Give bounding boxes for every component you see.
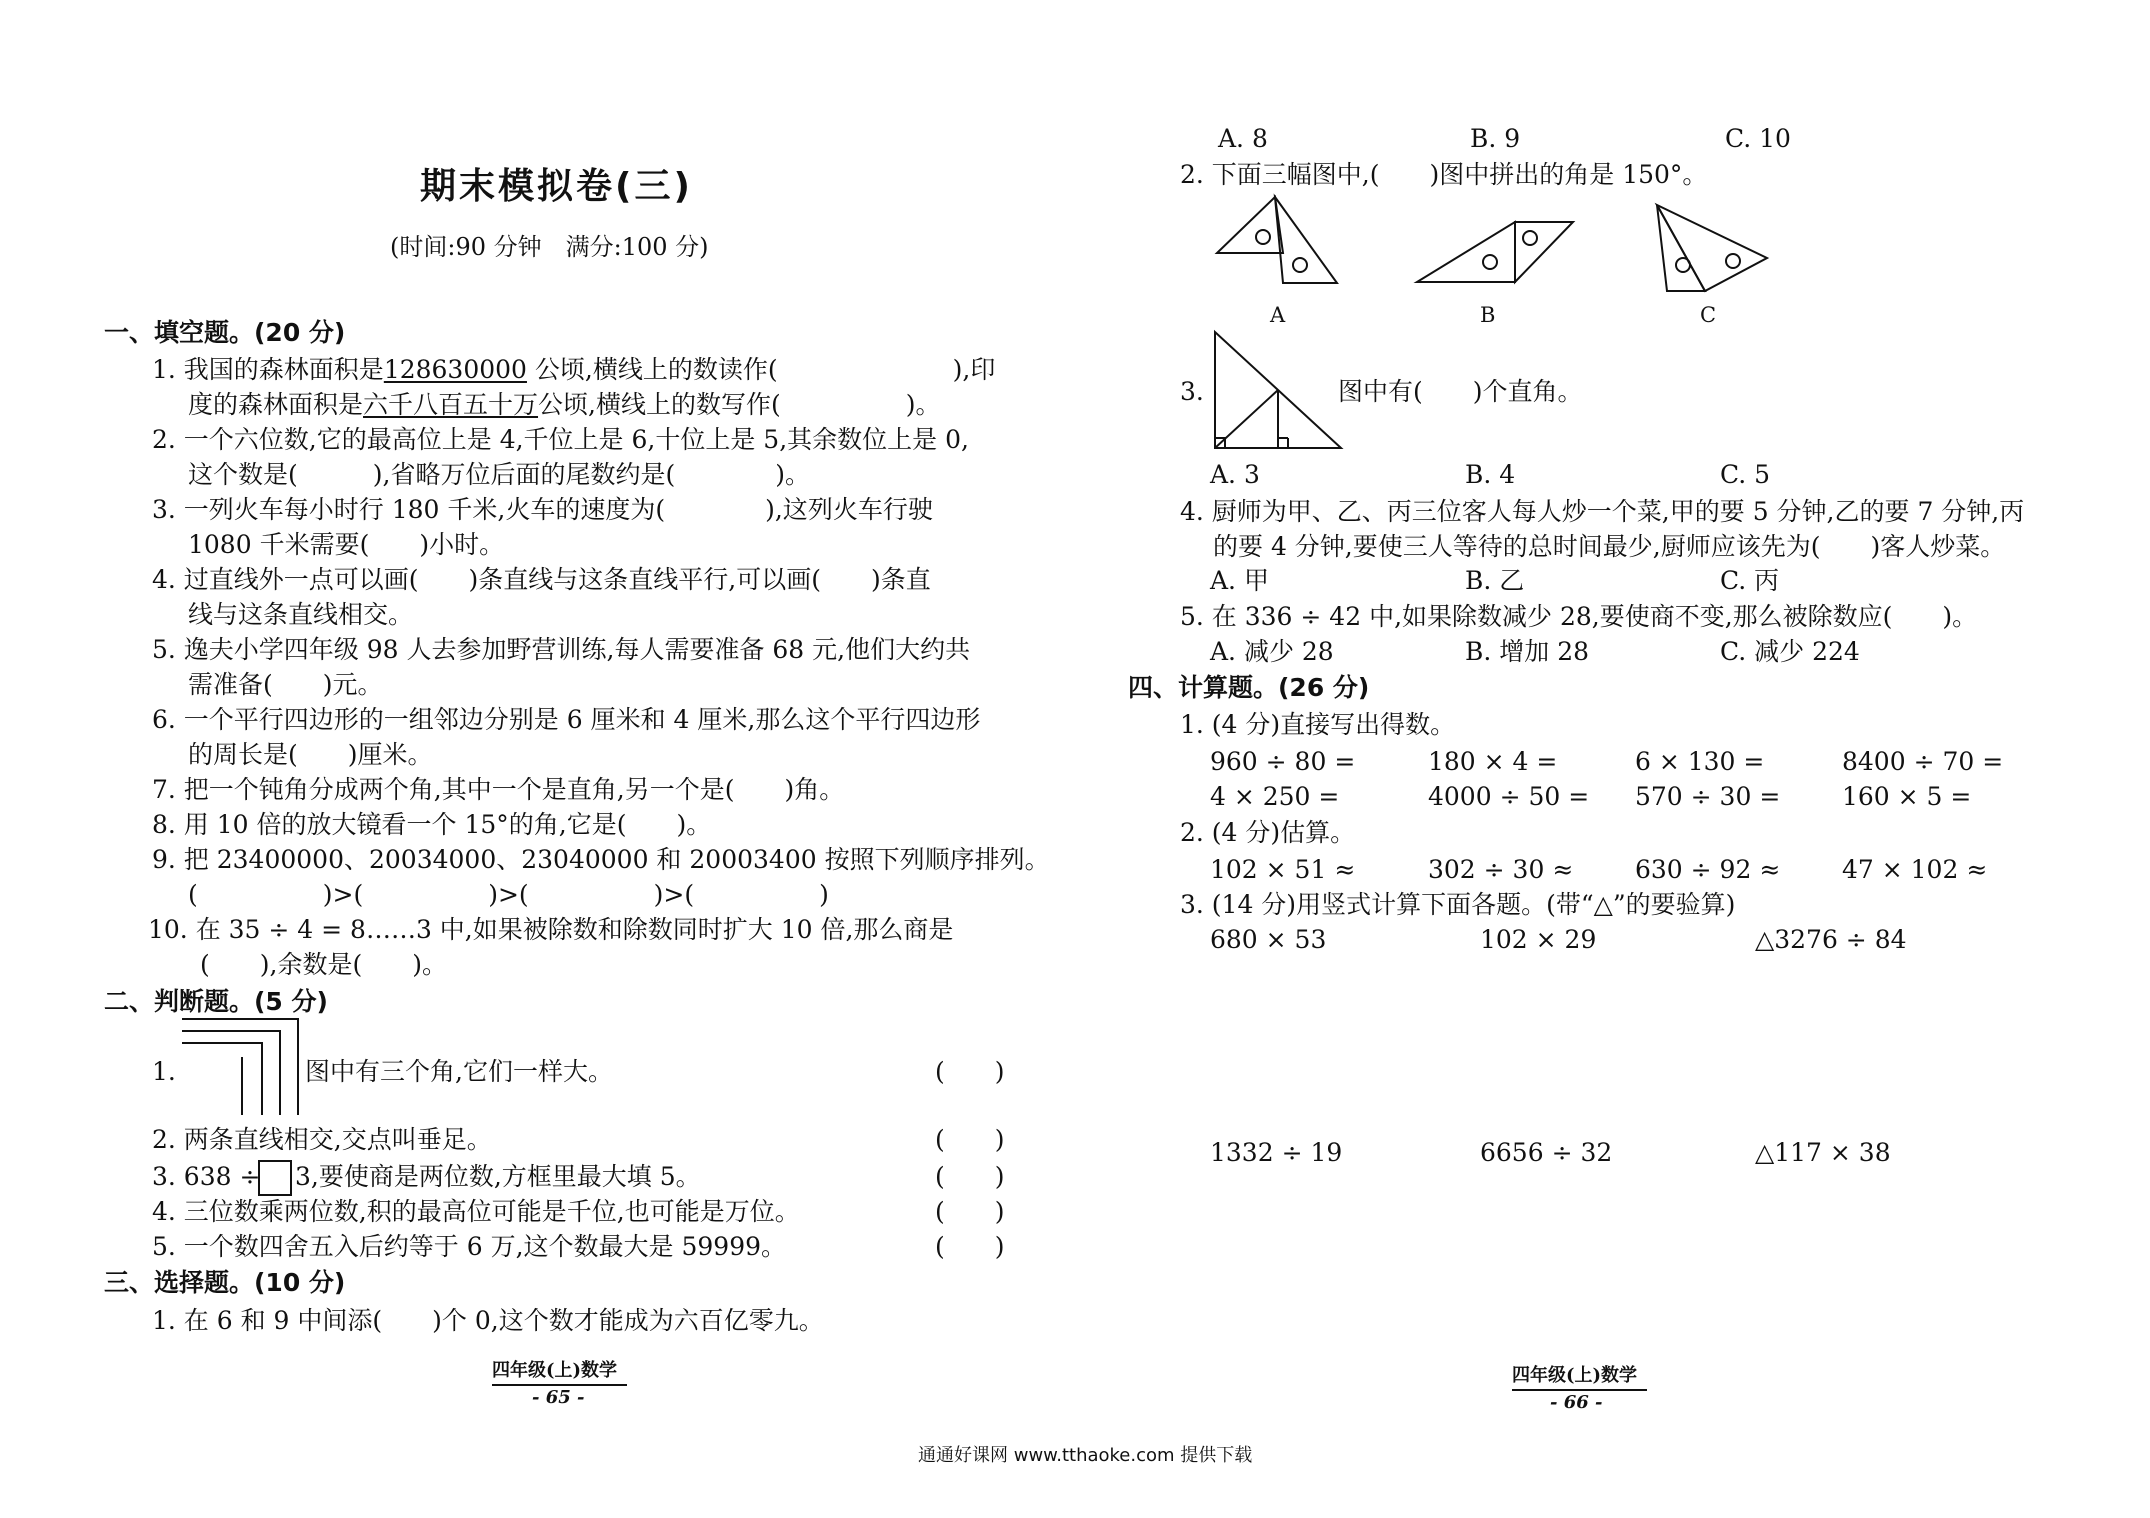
choice-q4-option-a: A. 甲 — [1210, 566, 1269, 595]
choice-q1-option-a: A. 8 — [1218, 124, 1268, 153]
page-title: 期末模拟卷(三) — [420, 166, 693, 207]
fill-q7: 7. 把一个钝角分成两个角,其中一个是直角,另一个是( )角。 — [152, 775, 845, 804]
choice-q5-option-b: B. 增加 28 — [1465, 637, 1590, 666]
set-square-figure-b — [1415, 220, 1575, 285]
fill-q4-line2: 线与这条直线相交。 — [188, 600, 414, 629]
right-angle-triangle-figure — [1213, 330, 1343, 450]
choice-q4-line1: 4. 厨师为甲、乙、丙三位客人每人炒一个菜,甲的要 5 分钟,乙的要 7 分钟,丙 — [1180, 497, 2025, 526]
calc-q1-item: 160 × 5 = — [1842, 782, 1972, 811]
page-number-left: - 65 - — [532, 1387, 585, 1408]
judge-q1-number: 1. — [152, 1057, 176, 1086]
choice-q4-option-b: B. 乙 — [1465, 566, 1525, 595]
calc-q1-item: 4 × 250 = — [1210, 782, 1340, 811]
calc-q2-item: 102 × 51 ≈ — [1210, 855, 1356, 884]
section-choice-heading: 三、选择题。(10 分) — [104, 1268, 346, 1297]
judge-q5: 5. 一个数四舍五入后约等于 6 万,这个数最大是 59999。 — [152, 1232, 787, 1261]
section-fill-blank-heading: 一、填空题。(20 分) — [104, 318, 346, 347]
calc-q1-item: 180 × 4 = — [1428, 747, 1558, 776]
choice-q4-option-c: C. 丙 — [1720, 566, 1780, 595]
calc-q1-item: 6 × 130 = — [1635, 747, 1765, 776]
calc-q3-item: △3276 ÷ 84 — [1755, 925, 1907, 954]
calc-q2-item: 47 × 102 ≈ — [1842, 855, 1988, 884]
fill-q6-line1: 6. 一个平行四边形的一组邻边分别是 6 厘米和 4 厘米,那么这个平行四边形 — [152, 705, 981, 734]
footer-rule-left — [492, 1384, 627, 1386]
judge-q4-answer-paren: ( ) — [935, 1197, 1005, 1226]
choice-q3-text: 图中有( )个直角。 — [1338, 377, 1583, 406]
fill-q2-line1: 2. 一个六位数,它的最高位上是 4,千位上是 6,十位上是 5,其余数位上是 0, — [152, 425, 969, 454]
judge-q1-text: 图中有三个角,它们一样大。 — [305, 1057, 613, 1086]
choice-q3-option-b: B. 4 — [1465, 460, 1516, 489]
page-number-right: - 66 - — [1550, 1392, 1603, 1413]
fill-q5-line1: 5. 逸夫小学四年级 98 人去参加野营训练,每人需要准备 68 元,他们大约共 — [152, 635, 971, 664]
judge-q3-pre: 3. 638 ÷ — [152, 1162, 261, 1191]
judge-q3-answer-paren: ( ) — [935, 1162, 1005, 1191]
calc-q3-title: 3. (14 分)用竖式计算下面各题。(带“△”的要验算) — [1180, 890, 1736, 919]
choice-q4-line2: 的要 4 分钟,要使三人等待的总时间最少,厨师应该先为( )客人炒菜。 — [1213, 532, 2006, 561]
calc-q3-item: 1332 ÷ 19 — [1210, 1138, 1343, 1167]
calc-q1-title: 1. (4 分)直接写出得数。 — [1180, 710, 1456, 739]
judge-q5-answer-paren: ( ) — [935, 1232, 1005, 1261]
calc-q1-item: 960 ÷ 80 = — [1210, 747, 1356, 776]
judge-q2-answer-paren: ( ) — [935, 1125, 1005, 1154]
fill-q10-line1: 10. 在 35 ÷ 4 = 8……3 中,如果被除数和除数同时扩大 10 倍,那么商是 — [148, 915, 954, 944]
choice-q3-number: 3. — [1180, 377, 1204, 406]
fill-q10-line2: ( ),余数是( )。 — [200, 950, 447, 979]
judge-q1-answer-paren: ( ) — [935, 1057, 1005, 1086]
choice-q5-option-a: A. 减少 28 — [1210, 637, 1334, 666]
judge-q2: 2. 两条直线相交,交点叫垂足。 — [152, 1125, 492, 1154]
choice-q1: 1. 在 6 和 9 中间添( )个 0,这个数才能成为六百亿零九。 — [152, 1306, 824, 1335]
fill-q5-line2: 需准备( )元。 — [188, 670, 383, 699]
choice-q5-option-c: C. 减少 224 — [1720, 637, 1860, 666]
blank-box — [258, 1160, 292, 1196]
set-square-figure-c — [1655, 203, 1770, 293]
choice-q5: 5. 在 336 ÷ 42 中,如果除数减少 28,要使商不变,那么被除数应( )。 — [1180, 602, 1978, 631]
fill-q2-line2: 这个数是( ),省略万位后面的尾数约是( )。 — [188, 460, 810, 489]
fill-q8: 8. 用 10 倍的放大镜看一个 15°的角,它是( )。 — [152, 810, 712, 839]
fill-q9-line2: ( )>( )>( )>( ) — [188, 880, 829, 909]
fill-q9-line1: 9. 把 23400000、20034000、23040000 和 20003400 按照下列顺序排列。 — [152, 845, 1050, 874]
calc-q1-item: 570 ÷ 30 = — [1635, 782, 1781, 811]
fill-q6-line2: 的周长是( )厘米。 — [188, 740, 433, 769]
footer-grade-left: 四年级(上)数学 — [492, 1360, 618, 1381]
fill-q1-line1: 1. 我国的森林面积是128630000 公顷,横线上的数读作( ),印 — [152, 355, 996, 384]
calc-q3-item: △117 × 38 — [1755, 1138, 1891, 1167]
figure-c-label: C — [1700, 303, 1717, 327]
download-site-credit: 通通好课网 www.tthaoke.com 提供下载 — [918, 1445, 1253, 1466]
calc-q2-item: 302 ÷ 30 ≈ — [1428, 855, 1574, 884]
fill-q3-line2: 1080 千米需要( )小时。 — [188, 530, 505, 559]
exam-subtitle: (时间:90 分钟 满分:100 分) — [390, 233, 709, 261]
calc-q3-item: 6656 ÷ 32 — [1480, 1138, 1613, 1167]
section-judge-heading: 二、判断题。(5 分) — [104, 987, 328, 1016]
calc-q1-item: 8400 ÷ 70 = — [1842, 747, 2004, 776]
judge-q3-post: 3,要使商是两位数,方框里最大填 5。 — [295, 1162, 701, 1191]
calc-q3-item: 680 × 53 — [1210, 925, 1327, 954]
footer-grade-right: 四年级(上)数学 — [1512, 1365, 1638, 1386]
choice-q3-option-a: A. 3 — [1210, 460, 1260, 489]
figure-b-label: B — [1480, 303, 1496, 327]
calc-q1-item: 4000 ÷ 50 = — [1428, 782, 1590, 811]
calc-q3-item: 102 × 29 — [1480, 925, 1597, 954]
fill-q1-line2: 度的森林面积是六千八百五十万公顷,横线上的数写作( )。 — [188, 390, 941, 419]
choice-q2: 2. 下面三幅图中,( )图中拼出的角是 150°。 — [1180, 160, 1708, 189]
choice-q3-option-c: C. 5 — [1720, 460, 1771, 489]
footer-rule-right — [1512, 1389, 1647, 1391]
set-square-figure-a — [1215, 195, 1340, 290]
calc-q2-item: 630 ÷ 92 ≈ — [1635, 855, 1781, 884]
figure-a-label: A — [1270, 303, 1286, 327]
fill-q3-line1: 3. 一列火车每小时行 180 千米,火车的速度为( ),这列火车行驶 — [152, 495, 933, 524]
three-angles-figure — [180, 1017, 300, 1117]
choice-q1-option-b: B. 9 — [1470, 124, 1521, 153]
judge-q4: 4. 三位数乘两位数,积的最高位可能是千位,也可能是万位。 — [152, 1197, 800, 1226]
section-calc-heading: 四、计算题。(26 分) — [1128, 673, 1370, 702]
choice-q1-option-c: C. 10 — [1725, 124, 1791, 153]
calc-q2-title: 2. (4 分)估算。 — [1180, 818, 1356, 847]
fill-q4-line1: 4. 过直线外一点可以画( )条直线与这条直线平行,可以画( )条直 — [152, 565, 931, 594]
